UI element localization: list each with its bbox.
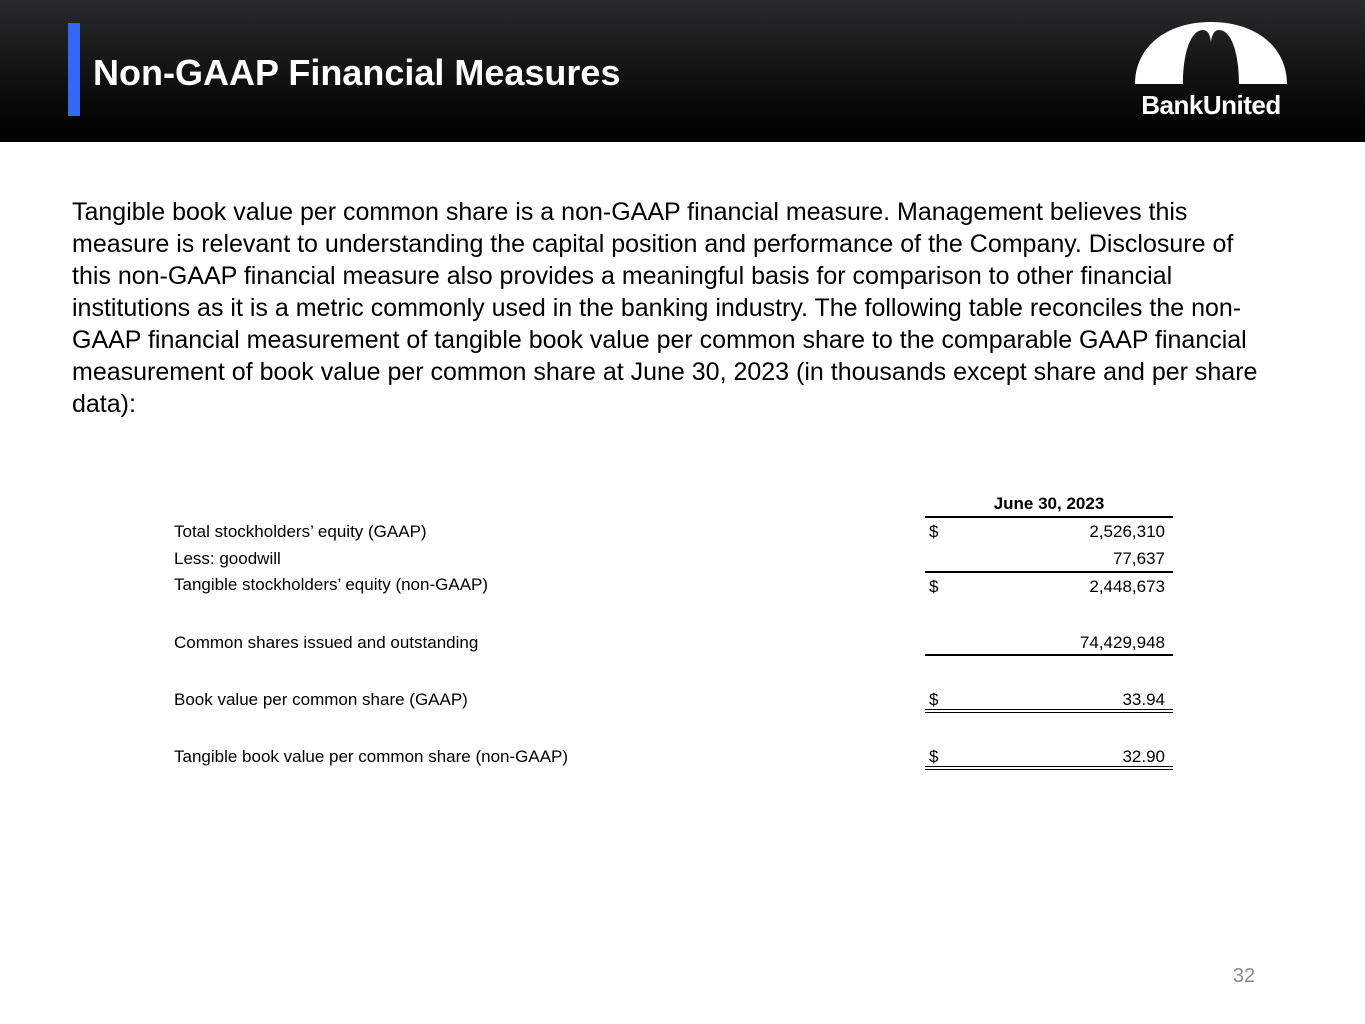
page-number: 32 [1232,965,1256,987]
intro-paragraph: Tangible book value per common share is a non-GAAP financial measure. Management believes this measure is relevant to understanding the capital position and performance of the Company. Disclosure of this non-GAAP financial measure also provides a meaningful basis for comparison to other financial institutions as it is a metric commonly used in the banking industry. The following table reconciles the non-GAAP financial measurement of tangible book value per common share to the comparable GAAP financial measurement of book value per common share at June 30, 2023 (in thousands except share and per share data): [72,198,1258,418]
bankunited-logo [1130,22,1290,124]
row-label: Common shares issued and outstanding [174,633,479,652]
table-row [170,743,1173,770]
value-cell [925,518,1173,545]
row-label: Tangible stockholders’ equity (non-GAAP) [174,575,489,594]
row-label: Tangible book value per common share (non-GAAP) [174,747,569,766]
currency-symbol: $ [929,577,939,596]
logo-arch-icon [1135,22,1287,84]
value-cell [925,743,1173,770]
logo-wordmark: BankUnited [1141,90,1281,120]
row-value: 32.90 [1122,747,1165,766]
row-value: 33.94 [1122,690,1165,709]
currency-symbol: $ [929,690,939,709]
value-cell [925,686,1173,713]
title-accent-bar [68,23,80,116]
value-cell [925,629,1173,656]
table-row [170,545,1173,572]
row-label: Book value per common share (GAAP) [174,690,468,709]
currency-symbol: $ [929,522,939,541]
row-label: Less: goodwill [174,549,281,568]
row-label: Total stockholders’ equity (GAAP) [174,522,427,541]
row-value: 77,637 [1113,549,1165,568]
column-header-date: June 30, 2023 [925,490,1173,518]
row-value: 2,526,310 [1089,522,1165,541]
table-row [170,686,1173,713]
row-value: 74,429,948 [1079,633,1165,652]
table-row [170,629,1173,656]
value-cell [925,571,1173,598]
currency-symbol: $ [929,747,939,766]
row-value: 2,448,673 [1089,577,1165,596]
slide-header [0,0,1365,142]
value-cell [925,545,1173,572]
page-title: Non-GAAP Financial Measures [93,52,621,93]
table-row [170,518,1173,545]
table-row [170,571,1173,598]
